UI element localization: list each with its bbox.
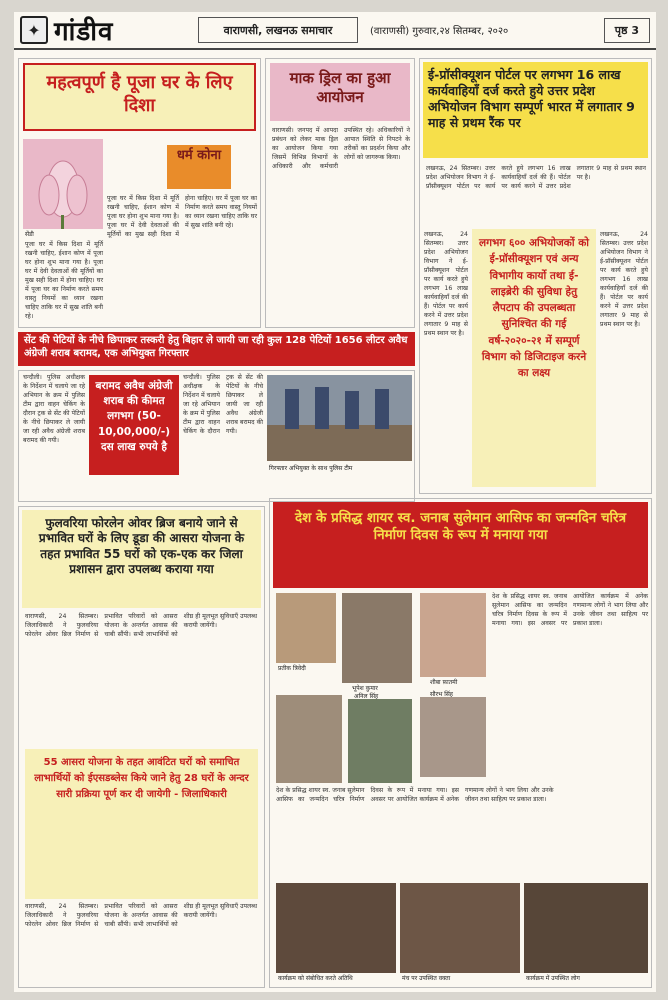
portrait-1-name: प्रतीक त्रिवेदी bbox=[278, 665, 306, 672]
portrait-6 bbox=[420, 697, 486, 777]
drill-body: वाराणसी। जनपद में आपदा प्रबंधन को लेकर माक ड्रिल का आयोजन किया गया जिसमें विभिन्न विभागों के अधिकारी और कर्मचारी उपस्थित रहे। अधिकारियों ने आपात स्थिति से निपटने के तरीकों का प्रदर्शन किया और लोगों को जागरूक किया। bbox=[272, 127, 410, 170]
bridge-headline: फुलवरिया फोरलेन ओवर ब्रिज बनाये जाने से प्रभावित घरों के लिए डूडा की आसरा योजना के तहत प्रभावित 55 घरों को एक-एक कर जिला प्रशासन द्वारा उपलब्ध कराया गया bbox=[22, 510, 261, 608]
prosecution-headline: ई-प्रॉसीक्यूशन पोर्टल पर लगभग 16 लाख कार्यवाहियाँ दर्ज करते हुये उत्तर प्रदेश अभियोजन विभाग सम्पूर्ण भारत में लगातार 9 माह से प्रथम रैंक पर bbox=[423, 62, 648, 158]
bridge-body-2: वाराणसी, 24 सितम्बर। जिलाधिकारी ने फुलवरिया फोरलेन ओवर ब्रिज निर्माण से प्रभावित परिवारों को आसरा योजना के अन्तर्गत आवास की चाबी सौंपी। सभी लाभार्थियों को शीघ्र ही मूलभूत सुविधाएँ उपलब्ध करायी जायेंगी। bbox=[25, 903, 257, 928]
poet-body-2: देश के प्रसिद्ध शायर स्व. जनाब सुलेमान आसिफ का जन्मदिन चरित्र निर्माण दिवस के रूप में मनाया गया। इस अवसर पर आयोजित कार्यक्रम में अनेक गणमान्य लोगों ने भाग लिया और उनके जीवन तथा साहित्य पर प्रकाश डाला। bbox=[276, 787, 554, 803]
emblem-icon: ✦ bbox=[20, 16, 48, 44]
bridge-article bbox=[18, 506, 265, 988]
newspaper-page bbox=[14, 12, 656, 992]
pooja-headline: महत्वपूर्ण है पूजा घर के लिए दिशा bbox=[23, 63, 256, 131]
prosecution-callout: लगभग ६०० अभियोजकों को ई-प्रॉसीक्यूशन एवं अन्य विभागीय कार्यो तथा ई-लाइब्रेरी की सुविधा हेतु लैपटाप की उपलब्धता सुनिश्चित की गई वर्ष-२०२०-२१ में सम्पूर्ण विभाग को डिजिटाइज करने का लक्ष्य bbox=[472, 229, 596, 487]
portrait-1 bbox=[276, 593, 336, 663]
event-caption-3: कार्यक्रम में उपस्थित लोग bbox=[526, 975, 580, 982]
prosecution-article bbox=[419, 58, 652, 494]
pooja-body-2: पूजा घर में किस दिशा में मूर्ति रखनी चाहिए, ईशान कोण में पूजा घर होना शुभ माना गया है। पूजा घर में देवी देवताओं की मूर्तियों का मुख सही दिशा में होना चाहिए। घर में पूजा घर का निर्माण करते समय वास्तु नियमों का ध्यान रखना चाहिए ताकि घर में सुख शांति बनी रहे। bbox=[25, 241, 103, 320]
lotus-image bbox=[23, 139, 103, 229]
drill-headline: माक ड्रिल का हुआ आयोजन bbox=[270, 63, 410, 121]
masthead bbox=[14, 12, 656, 50]
bridge-body: वाराणसी, 24 सितम्बर। जिलाधिकारी ने फुलवरिया फोरलेन ओवर ब्रिज निर्माण से प्रभावित परिवारों को आसरा योजना के अन्तर्गत आवास की चाबी सौंपी। सभी लाभार्थियों को शीघ्र ही मूलभूत सुविधाएँ उपलब्ध करायी जायेंगी। bbox=[25, 613, 257, 638]
portrait-6-name: सौरभ सिंह bbox=[430, 691, 453, 698]
event-caption-2: मंच पर उपस्थित वक्ता bbox=[402, 975, 451, 982]
edition-label: वाराणसी, लखनऊ समाचार bbox=[198, 17, 358, 43]
logo bbox=[14, 13, 192, 47]
portrait-4 bbox=[276, 695, 342, 783]
drill-article bbox=[265, 58, 415, 328]
date-line: (वाराणसी) गुरुवार,२४ सितम्बर, २०२० bbox=[370, 26, 509, 37]
liquor-caption: गिरफ्तार अभियुक्त के साथ पुलिस टीम bbox=[269, 465, 353, 472]
pooja-article bbox=[18, 58, 261, 328]
portrait-3 bbox=[420, 593, 486, 677]
poet-headline: देश के प्रसिद्ध शायर स्व. जनाब सुलेमान आसिफ का जन्मदिन चरित्र निर्माण दिवस के रूप में मनाया गया bbox=[273, 502, 648, 588]
poet-body: देश के प्रसिद्ध शायर स्व. जनाब सुलेमान आसिफ का जन्मदिन चरित्र निर्माण दिवस के रूप में मनाया गया। इस अवसर पर आयोजित कार्यक्रम में अनेक गणमान्य लोगों ने भाग लिया और उनके जीवन तथा साहित्य पर प्रकाश डाला। bbox=[492, 593, 648, 627]
pooja-body: पूजा घर में किस दिशा में मूर्ति रखनी चाहिए, ईशान कोण में पूजा घर होना शुभ माना गया है। पूजा घर में देवी देवताओं की मूर्तियों का मुख सही दिशा में होना चाहिए। घर में पूजा घर का निर्माण करते समय वास्तु नियमों का ध्यान रखना चाहिए ताकि घर में सुख शांति बनी रहे। bbox=[107, 195, 257, 238]
portrait-3-name: शीबा फ़ातमी bbox=[430, 679, 458, 686]
prosecution-body-left: लखनऊ, 24 सितम्बर। उत्तर प्रदेश अभियोजन विभाग ने ई-प्रॉसीक्यूशन पोर्टल पर कार्य करते हुये लगभग 16 लाख कार्यवाहियाँ दर्ज की हैं। पोर्टल पर कार्य करने में उत्तर प्रदेश लगातार 9 माह से प्रथम स्थान पर है। bbox=[424, 231, 468, 337]
portrait-5-name: अनिल सिंह bbox=[354, 693, 379, 700]
portrait-2-name: भूपेश कुमार bbox=[352, 685, 378, 692]
liquor-photo bbox=[267, 375, 412, 461]
liquor-banner: सेंट की पेटियों के नीचे छिपाकर तस्करी हेतु बिहार ले जायी जा रही कुल 128 पेटियों 1656 लीटर अवैध अंग्रेजी शराब बरामद, एक अभियुक्त गिरफ्तार bbox=[24, 335, 408, 359]
event-photo-3 bbox=[524, 883, 648, 973]
event-caption-1: कार्यक्रम को संबोधित करते अतिथि bbox=[278, 975, 353, 982]
dharma-kona-tag: धर्म कोना bbox=[167, 145, 231, 189]
liquor-body-2: चन्दौली। पुलिस अधीक्षक के निर्देशन में चलाये जा रहे अभियान के क्रम में पुलिस टीम द्वारा वाहन चेकिंग के दौरान ट्रक से सेंट की पेटियों के नीचे छिपाकर ले जायी जा रही अवैध अंग्रेजी शराब बरामद की गयी। bbox=[183, 374, 263, 435]
portrait-2 bbox=[342, 593, 412, 683]
event-photo-1 bbox=[276, 883, 396, 973]
liquor-callout: बरामद अवैध अंग्रेजी शराब की कीमत लगभग (50-10,00,000/-) दस लाख रुपये है bbox=[89, 375, 179, 475]
prosecution-body-right: लखनऊ, 24 सितम्बर। उत्तर प्रदेश अभियोजन विभाग ने ई-प्रॉसीक्यूशन पोर्टल पर कार्य करते हुये लगभग 16 लाख कार्यवाहियाँ दर्ज की हैं। पोर्टल पर कार्य करने में उत्तर प्रदेश लगातार 9 माह से प्रथम स्थान पर है। bbox=[600, 231, 648, 328]
pooja-caption: सेंडी bbox=[25, 231, 34, 238]
portrait-5 bbox=[348, 699, 412, 783]
liquor-body: चन्दौली। पुलिस अधीक्षक के निर्देशन में चलाये जा रहे अभियान के क्रम में पुलिस टीम द्वारा वाहन चेकिंग के दौरान ट्रक से सेंट की पेटियों के नीचे छिपाकर ले जायी जा रही अवैध अंग्रेजी शराब बरामद की गयी। bbox=[23, 374, 85, 444]
prosecution-body: लखनऊ, 24 सितम्बर। उत्तर प्रदेश अभियोजन विभाग ने ई-प्रॉसीक्यूशन पोर्टल पर कार्य करते हुये लगभग 16 लाख कार्यवाहियाँ दर्ज की हैं। पोर्टल पर कार्य करने में उत्तर प्रदेश लगातार 9 माह से प्रथम स्थान पर है। bbox=[426, 165, 646, 190]
poet-article bbox=[269, 498, 652, 988]
liquor-banner-box bbox=[18, 332, 415, 366]
bridge-highlight: 55 आसरा योजना के तहत आवंटित घरों को समाचित लाभार्थियों को ईएसडब्लेस किये जाने हेतु 28 घरों के अन्दर सारी प्रक्रिया पूर्ण कर दी जायेगी - जिलाधिकारी bbox=[25, 749, 258, 899]
page-number: पृष्ठ 3 bbox=[604, 18, 650, 43]
event-photo-2 bbox=[400, 883, 520, 973]
liquor-article bbox=[18, 370, 415, 502]
logo-text: गांडीव bbox=[54, 17, 114, 47]
